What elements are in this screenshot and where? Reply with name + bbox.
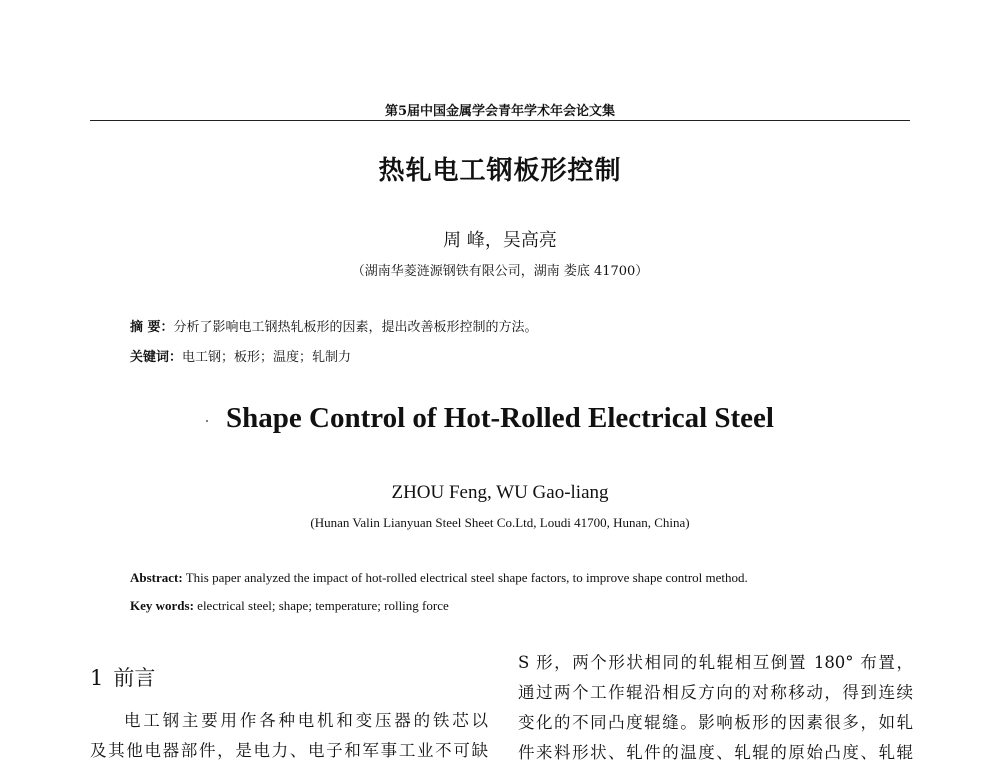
english-abstract-text: This paper analyzed the impact of hot-rolled electrical steel shape factors, to improve shape control method. — [185, 570, 748, 585]
chinese-authors: 周 峰，吴高亮 — [443, 230, 557, 251]
chinese-keywords-label: 关键词： — [130, 350, 183, 365]
chinese-affiliation: （湖南华菱涟源钢铁有限公司，湖南 娄底 41700） — [351, 264, 649, 279]
section-title: 前言 — [113, 666, 156, 690]
english-keywords-text: electrical steel; shape; temperature; rolling force — [197, 598, 449, 613]
chinese-title: 热轧电工钢板形控制 — [378, 156, 622, 186]
section-heading — [90, 662, 155, 692]
english-affiliation: (Hunan Valin Lianyuan Steel Sheet Co.Ltd, Loudi 41700, Hunan, China) — [310, 515, 690, 530]
body-line: 件来料形状、轧件的温度、轧辊的原始凸度、轧辊 — [518, 743, 913, 762]
header-rule — [90, 120, 910, 121]
chinese-abstract-text: 分析了影响电工钢热轧板形的因素，提出改善板形控制的方法。 — [173, 320, 538, 335]
body-column-left — [90, 706, 488, 766]
body-line: 通过两个工作辊沿相反方向的对称移动，得到连续 — [518, 683, 913, 702]
chinese-keywords-text: 电工钢；板形；温度；轧制力 — [182, 350, 352, 365]
english-keywords-label: Key words: — [130, 598, 194, 613]
section-number: 1 — [90, 666, 104, 690]
chinese-abstract-label: 摘 要： — [130, 320, 174, 335]
body-line: 变化的不同凸度辊缝。影响板形的因素很多，如轧 — [518, 713, 913, 732]
body-column-right — [518, 648, 913, 768]
chinese-keywords — [130, 346, 351, 365]
english-title: Shape Control of Hot-Rolled Electrical Steel — [226, 402, 774, 434]
chinese-abstract — [130, 316, 538, 335]
english-authors: ZHOU Feng, WU Gao-liang — [391, 482, 609, 503]
running-head: 第5届中国金属学会青年学术年会论文集 — [384, 104, 616, 119]
body-line: 及其他电器部件，是电力、电子和军事工业不可缺 — [90, 741, 488, 760]
english-abstract-label: Abstract: — [130, 570, 183, 585]
body-line: 电工钢主要用作各种电机和变压器的铁芯以 — [124, 711, 488, 730]
english-keywords — [130, 598, 449, 614]
english-abstract — [130, 570, 748, 586]
body-line: S 形，两个形状相同的轧辊相互倒置 180° 布置， — [518, 653, 913, 672]
